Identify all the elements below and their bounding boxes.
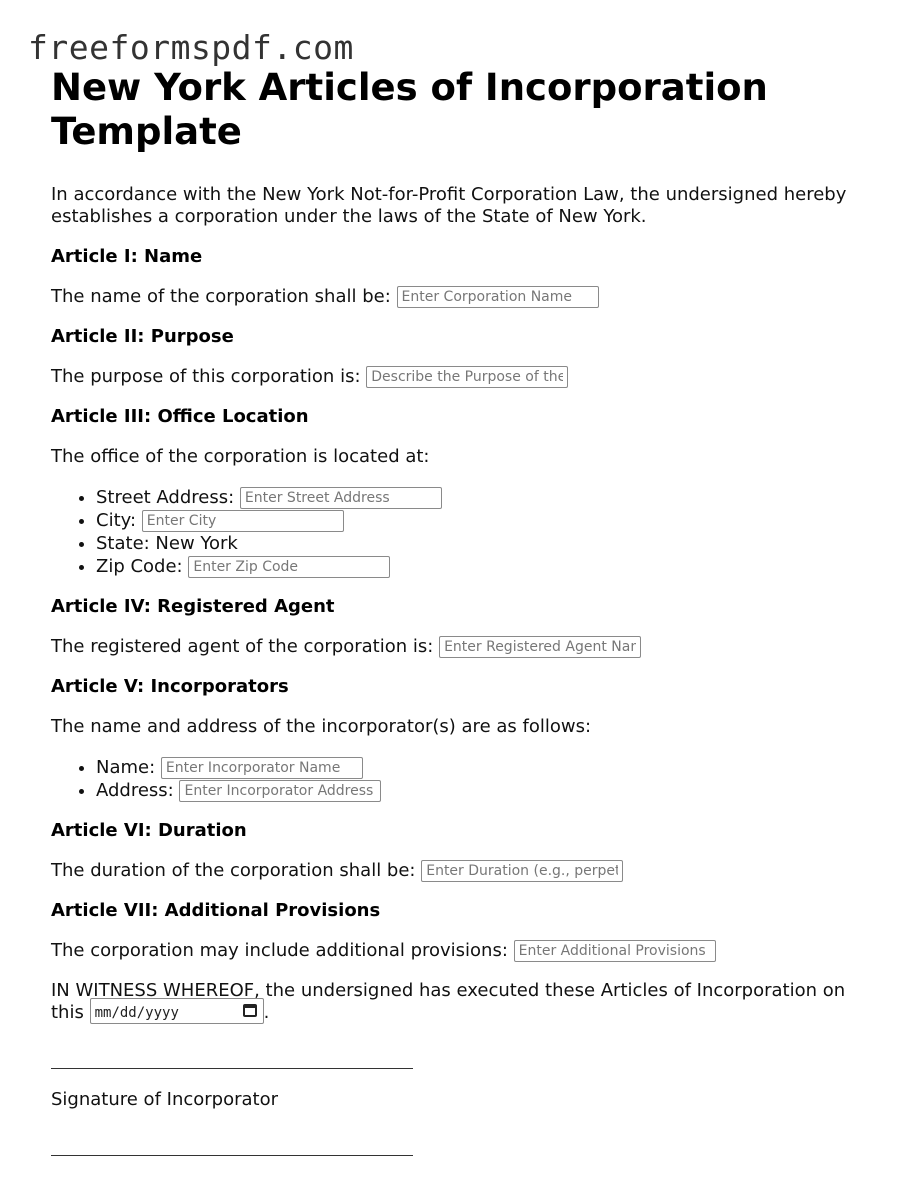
incorporator-name-input[interactable] xyxy=(161,757,363,779)
article2-paragraph xyxy=(51,366,881,388)
intro-paragraph: In accordance with the New York Not-for-Profit Corporation Law, the undersigned hereby establishes a corporation under the laws of the State of New York. xyxy=(51,184,847,227)
list-item xyxy=(96,486,881,509)
article2-label: The purpose of this corporation is: xyxy=(51,366,361,387)
list-item xyxy=(96,756,881,779)
signature-line xyxy=(51,1154,413,1156)
article5-paragraph: The name and address of the incorporator(s) are as follows: xyxy=(51,716,592,737)
calendar-icon[interactable] xyxy=(243,1004,257,1017)
article1-heading: Article I: Name xyxy=(51,246,203,267)
incorporator-address-label: Address: xyxy=(96,780,174,801)
article6-heading: Article VI: Duration xyxy=(51,820,247,841)
zip-label: Zip Code: xyxy=(96,556,183,577)
state-text: State: New York xyxy=(96,533,238,554)
incorporator-name-label: Name: xyxy=(96,757,156,778)
article4-label: The registered agent of the corporation is: xyxy=(51,636,434,657)
article2-heading: Article II: Purpose xyxy=(51,326,234,347)
article4-paragraph xyxy=(51,636,881,658)
article4-heading: Article IV: Registered Agent xyxy=(51,596,335,617)
city-label: City: xyxy=(96,510,137,531)
article7-paragraph xyxy=(51,940,881,962)
signature-label: Signature of Incorporator xyxy=(51,1089,278,1110)
duration-input[interactable] xyxy=(421,860,623,882)
list-item xyxy=(96,509,881,532)
office-address-list xyxy=(51,486,881,578)
registered-agent-input[interactable] xyxy=(439,636,641,658)
purpose-input[interactable] xyxy=(366,366,568,388)
zip-code-input[interactable] xyxy=(188,556,390,578)
watermark: freeformspdf.com xyxy=(28,28,354,67)
street-address-input[interactable] xyxy=(240,487,442,509)
city-input[interactable] xyxy=(142,510,344,532)
article3-paragraph: The office of the corporation is located at: xyxy=(51,446,430,467)
list-item xyxy=(96,555,881,578)
witness-period: . xyxy=(263,1002,270,1023)
list-item xyxy=(96,532,881,555)
article7-heading: Article VII: Additional Provisions xyxy=(51,900,381,921)
street-label: Street Address: xyxy=(96,487,235,508)
incorporator-list xyxy=(51,756,881,802)
signature-line xyxy=(51,1067,413,1069)
additional-provisions-input[interactable] xyxy=(514,940,716,962)
list-item xyxy=(96,779,881,802)
execution-date-input[interactable] xyxy=(90,998,264,1024)
incorporator-address-input[interactable] xyxy=(179,780,381,802)
article1-label: The name of the corporation shall be: xyxy=(51,286,391,307)
witness-paragraph xyxy=(51,980,881,1024)
document-page xyxy=(51,66,881,1156)
page-title: New York Articles of Incorporation Template xyxy=(51,66,768,153)
article6-paragraph xyxy=(51,860,881,882)
article7-label: The corporation may include additional provisions: xyxy=(51,940,508,961)
witness-text: IN WITNESS WHEREOF, the undersigned has executed these Articles of Incorporation on this xyxy=(51,980,846,1023)
article5-heading: Article V: Incorporators xyxy=(51,676,289,697)
corporation-name-input[interactable] xyxy=(397,286,599,308)
date-placeholder: mm/dd/yyyy xyxy=(94,1005,179,1021)
article6-label: The duration of the corporation shall be: xyxy=(51,860,416,881)
article3-heading: Article III: Office Location xyxy=(51,406,309,427)
article1-paragraph xyxy=(51,286,881,308)
